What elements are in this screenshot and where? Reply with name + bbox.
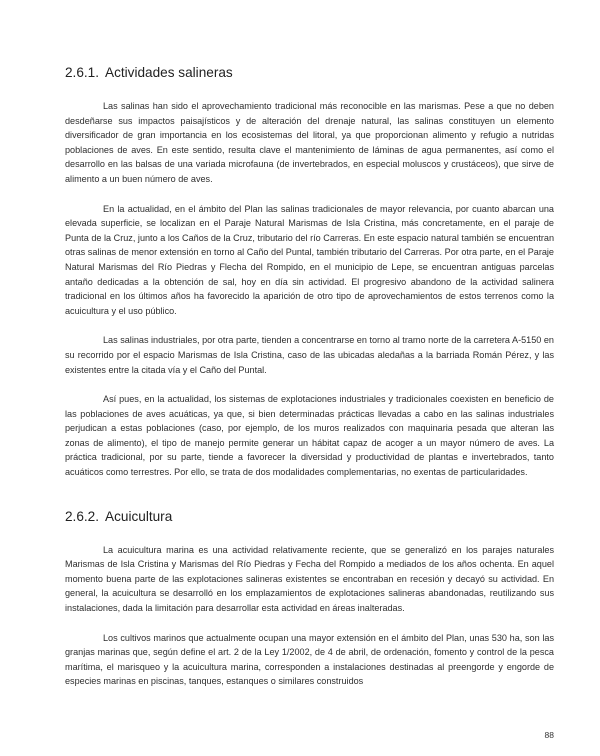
section-heading-acuicultura — [65, 508, 554, 525]
paragraph: En la actualidad, en el ámbito del Plan las salinas tradicionales de mayor relevancia, por cuanto abarcan una elevada superficie, se localizan en el Paraje Natural Marismas de Isla Cristina, más concretamente, en el paraje de Punta de la Cruz, junto a los Caños de la Cruz, tributario del río Carreras. En este espacio natural también se encuentran otras salinas de menor extensión en torno al Caño del Puntal, también tributario del Carreras. Por otra parte, en el Paraje Natural Marismas del Río Piedras y Flecha del Rompido, en el municipio de Lepe, se encuentran antiguas parcelas antaño dedicadas a la obtención de sal, hoy en día sin actividad. El progresivo abandono de la actividad salinera tradicional en los últimos años ha favorecido la aparición de otro tipo de aprovechamientos de estos terrenos como la acuicultura y el uso público. — [65, 203, 554, 316]
paragraph: Las salinas han sido el aprovechamiento tradicional más reconocible en las marismas. Pese a que no deben desdeñarse sus impactos paisajísticos y de alteración del drenaje natural, las salinas constituyen un elemento diversificador de gran importancia en los ecosistemas del litoral, ya que proporcionan alimento y refugio a nutridas poblaciones de aves. En este sentido, resulta clave el mantenimiento de láminas de agua permanentes, así como el desarrollo en las balsas de una variada microfauna (de invertebrados, en especial moluscos y crustáceos), que sirve de alimento a un buen número de aves. — [65, 101, 554, 184]
paragraph: La acuicultura marina es una actividad relativamente reciente, que se generalizó en los parajes naturales Marismas de Isla Cristina y Marismas del Río Piedras y Fecha del Rompido a mediados de los años ochenta. En aquel momento buena parte de las explotaciones salineras existentes se encontraban en recesión y decayó su actividad. En general, la acuicultura se desarrolló en los emplazamientos de explotaciones salineras abandonadas, reutilizando sus instalaciones, dada la limitación para desarrollar esta actividad en áreas inalteradas. — [65, 544, 554, 614]
section-number: 2.6.1. — [65, 65, 100, 80]
paragraph: Así pues, en la actualidad, los sistemas de explotaciones industriales y tradicionales coexisten en beneficio de las poblaciones de aves acuáticas, ya que, si bien determinadas prácticas llevadas a cabo en las salinas industriales perjudican a estas poblaciones (caso, por ejemplo, de los muros realizados con maquinaria pesada que alteran las zonas de alimento), el tipo de manejo permite generar un hábitat capaz de acoger a un mayor número de aves. La práctica tradicional, por su parte, tiende a favorecer la diversidad y productividad de plantas e invertebrados, tanto acuáticos como terrestres. Por ello, se trata de dos modalidades complementarias, no exentas de particularidades. — [65, 394, 554, 478]
paragraph: Los cultivos marinos que actualmente ocupan una mayor extensión en el ámbito del Plan, unas 530 ha, son las granjas marinas que, según define el art. 2 de la Ley 1/2002, de 4 de abril, de ordenación, fomento y control de la pesca marítima, el marisqueo y la acuicultura marina, corresponden a instalaciones destinadas al preengorde y engorde de especies marinas en piscinas, tanques, estanques o similares construidos — [65, 632, 554, 687]
page-number: 88 — [544, 730, 554, 740]
section-heading-actividades-salineras — [65, 64, 554, 81]
section-number: 2.6.2. — [65, 508, 100, 524]
page-content — [65, 64, 554, 689]
section-title: Acuicultura — [105, 508, 173, 524]
section-title: Actividades salineras — [105, 65, 233, 80]
paragraph: Las salinas industriales, por otra parte, tienden a concentrarse en torno al tramo norte de la carretera A-5150 en su recorrido por el espacio Marismas de Isla Cristina, caso de las ubicadas aledañas a la barriada Román Pérez, y las existentes entre la citada vía y el Caño del Puntal. — [65, 335, 554, 375]
